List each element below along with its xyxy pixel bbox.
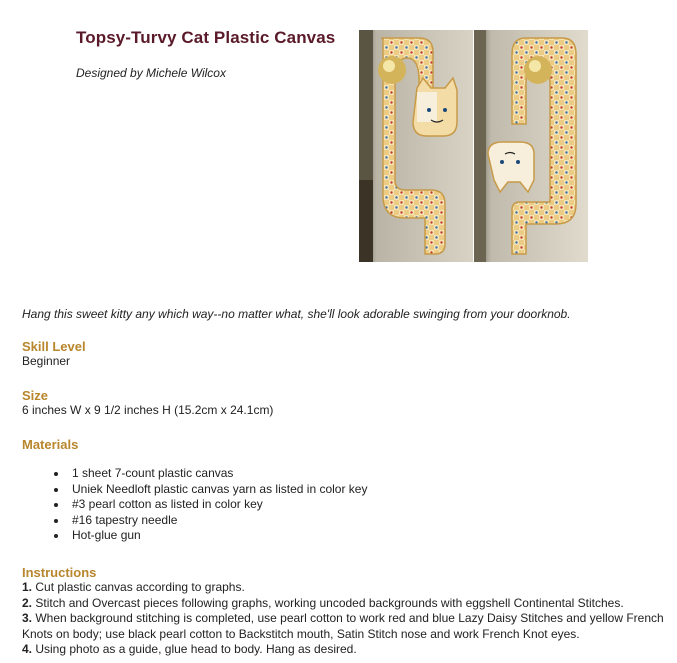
list-item [22,642,672,658]
list-item: • #16 tapestry needle [68,513,367,529]
step-text: Stitch and Overcast pieces following graphs, working uncoded backgrounds with eggshell Continental Stitches. [32,595,624,610]
materials-list [22,466,367,544]
cat-photo-upright [359,30,473,262]
step-number: 4. [22,642,33,656]
instructions-list [22,580,672,658]
designer-byline: Designed by Michele Wilcox [76,66,226,80]
skill-value: Beginner [22,354,71,368]
list-item: • Uniek Needloft plastic canvas yarn as listed in color key [68,482,367,498]
size-value: 6 inches W x 9 1/2 inches H (15.2cm x 24.1cm) [22,403,274,417]
intro-text: Hang this sweet kitty any which way--no matter what, she'll look adorable swinging from your doorknob. [22,307,571,321]
instructions-heading: Instructions [22,565,97,580]
skill-heading: Skill Level [22,339,86,354]
list-item [22,580,672,596]
list-item: • 1 sheet 7-count plastic canvas [68,466,367,482]
materials-heading: Materials [22,437,79,452]
size-heading: Size [22,388,49,403]
list-item [22,596,672,612]
step-text: Using photo as a guide, glue head to body. Hang as desired. [32,642,357,656]
step-number: 3. [22,611,33,625]
instructions-heading-wrap [22,565,96,580]
step-number: 1. [22,580,33,594]
step-text: Cut plastic canvas according to graphs. [32,580,245,594]
cat-photo-topsy-turvy [474,30,588,262]
size-section [22,388,273,418]
skill-section [22,339,86,369]
list-item: • Hot-glue gun [68,528,367,544]
list-item [22,611,672,642]
step-text: When background stitching is completed, use pearl cotton to work red and blue Lazy Daisy Stitches and yellow French Knots on body; use black pearl cotton to Backstitch mouth, Satin Stitch nose and work French Knot eyes. [22,611,664,641]
materials-heading-wrap [22,437,78,452]
project-title: Topsy-Turvy Cat Plastic Canvas [76,28,336,47]
step-number: 2. [22,595,33,610]
list-item: • #3 pearl cotton as listed in color key [68,497,367,513]
